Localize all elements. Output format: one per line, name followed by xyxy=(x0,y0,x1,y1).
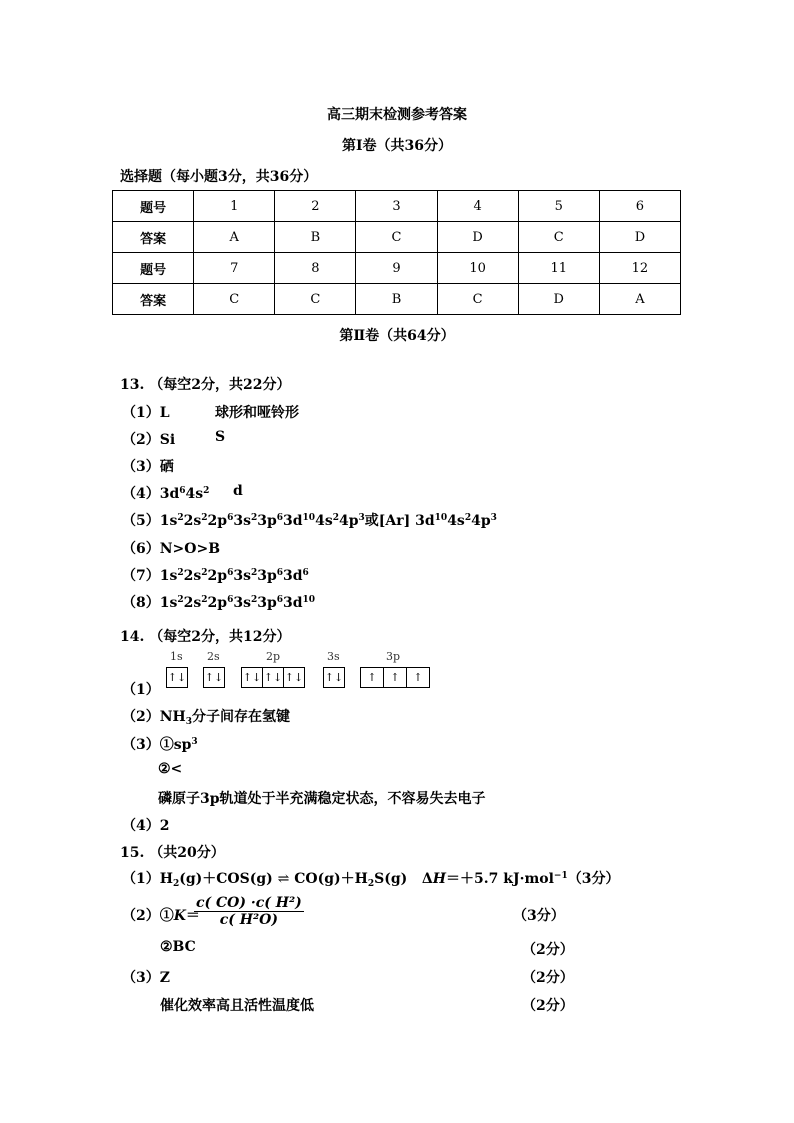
part1-subheading: 选择题（每小题3分，共36分） xyxy=(120,169,318,185)
orbital-label-2s: 2s xyxy=(207,650,220,663)
q13-answer-8: $(8)1s^22s^22p^63s^23p^63d^{10}$ xyxy=(122,595,316,611)
table-row xyxy=(113,222,681,253)
orbital-box: ↑↓ xyxy=(323,667,345,688)
q13-answer-1a: （1）L xyxy=(122,405,170,421)
orbital-box: ↑↓ xyxy=(241,667,263,688)
q14-answer-3c: 磷原子3p轨道处于半充满稳定状态，不容易失去电子 xyxy=(158,791,486,807)
q14-answer-1: （1） xyxy=(122,682,160,698)
q15-answer-3b: 催化效率高且活性温度低 xyxy=(160,998,314,1014)
q13-answer-2a: （2）Si xyxy=(122,432,176,448)
fraction-numerator: c( CO) ·c( H²) xyxy=(196,895,302,911)
q14-answer-4: （4）2 xyxy=(122,818,170,834)
orbital-box: ↑ xyxy=(406,667,430,688)
orbital-label-1s: 1s xyxy=(170,650,183,663)
q15-header: 15. （共20分） xyxy=(120,845,225,861)
orbital-2p xyxy=(241,667,304,688)
table-cell: 5 xyxy=(518,191,599,222)
table-cell: 7 xyxy=(194,253,275,284)
orbital-box: ↑↓ xyxy=(262,667,284,688)
equilibrium-constant-fraction xyxy=(194,895,304,928)
table-cell: D xyxy=(437,222,518,253)
q15-answer-2b-score: （2分） xyxy=(522,942,574,958)
table-cell: 3 xyxy=(356,191,437,222)
table-row xyxy=(113,284,681,315)
q13-header: 13. （每空2分，共22分） xyxy=(120,377,291,393)
q13-answer-4: $(4)3d^64s^2$ xyxy=(122,486,210,502)
q13-answer-1b: 球形和哑铃形 xyxy=(215,405,299,421)
q14-header: 14. （每空2分，共12分） xyxy=(120,629,291,645)
q13-answer-3: （3）硒 xyxy=(122,459,174,475)
table-cell: 1 xyxy=(194,191,275,222)
table-cell: 11 xyxy=(518,253,599,284)
table-cell: D xyxy=(518,284,599,315)
orbital-label-2p: 2p xyxy=(266,650,281,663)
orbital-box: ↑↓ xyxy=(166,667,188,688)
q14-answer-3b: ②< xyxy=(158,761,183,777)
table-cell: C xyxy=(437,284,518,315)
orbital-box: ↑↓ xyxy=(203,667,225,688)
table-cell: 10 xyxy=(437,253,518,284)
table-row-header: 题号 xyxy=(113,253,194,284)
table-row-header: 答案 xyxy=(113,284,194,315)
table-row xyxy=(113,191,681,222)
table-cell: C xyxy=(518,222,599,253)
q15-answer-1: $(1)H_2(g)+COS(g)$ ⇌ $CO(g)+H_2S(g)$ ΔH＝＋5.7 kJ·mol$^{-1}$（3分） xyxy=(122,871,620,889)
table-cell: 9 xyxy=(356,253,437,284)
orbital-box: ↑↓ xyxy=(283,667,305,688)
q15-answer-2-score: （3分） xyxy=(513,908,565,924)
orbital-2s xyxy=(203,667,224,688)
fraction-denominator: c( H²O) xyxy=(219,912,278,928)
q13-answer-2b: S xyxy=(215,429,226,445)
q15-answer-2b: ②BC xyxy=(160,939,196,955)
orbital-3s xyxy=(323,667,344,688)
page-title: 高三期末检测参考答案 xyxy=(327,107,467,123)
table-cell: 12 xyxy=(599,253,680,284)
table-cell: A xyxy=(599,284,680,315)
orbital-1s xyxy=(166,667,187,688)
q13-answer-7: $(7)1s^22s^22p^63s^23p^63d^6$ xyxy=(122,568,309,584)
table-cell: C xyxy=(356,222,437,253)
orbital-box: ↑ xyxy=(360,667,384,688)
q15-answer-3b-score: （2分） xyxy=(522,998,574,1014)
orbital-label-3s: 3s xyxy=(327,650,340,663)
q13-answer-5: $(5)1s^22s^22p^63s^23p^63d^{10}4s^24p^3$或[Ar] $3d^{10}4s^24p^3$ xyxy=(122,513,497,529)
table-cell: 4 xyxy=(437,191,518,222)
part2-heading: 第Ⅱ卷（共64分） xyxy=(339,328,455,344)
table-cell: B xyxy=(275,222,356,253)
q14-answer-2: $(2)NH_3$分子间存在氢键 xyxy=(122,709,291,727)
q15-answer-3: （3）Z xyxy=(122,970,170,986)
table-cell: 6 xyxy=(599,191,680,222)
part1-heading: 第Ⅰ卷（共36分） xyxy=(341,138,453,154)
q13-answer-4b: d xyxy=(233,483,243,499)
table-cell: C xyxy=(275,284,356,315)
q15-answer-2-label: （2）①K＝ xyxy=(122,908,200,924)
table-row-header: 答案 xyxy=(113,222,194,253)
orbital-3p xyxy=(360,667,429,688)
table-cell: 8 xyxy=(275,253,356,284)
orbital-label-3p: 3p xyxy=(386,650,401,663)
table-row xyxy=(113,253,681,284)
q15-answer-3-score: （2分） xyxy=(522,970,574,986)
table-row-header: 题号 xyxy=(113,191,194,222)
answer-table xyxy=(112,190,681,315)
table-cell: C xyxy=(194,284,275,315)
table-cell: A xyxy=(194,222,275,253)
table-cell: D xyxy=(599,222,680,253)
q14-answer-3a: $(3)①sp^3$ xyxy=(122,737,198,753)
table-cell: B xyxy=(356,284,437,315)
orbital-box: ↑ xyxy=(383,667,407,688)
q13-answer-6: （6）N>O>B xyxy=(122,541,221,557)
table-cell: 2 xyxy=(275,191,356,222)
